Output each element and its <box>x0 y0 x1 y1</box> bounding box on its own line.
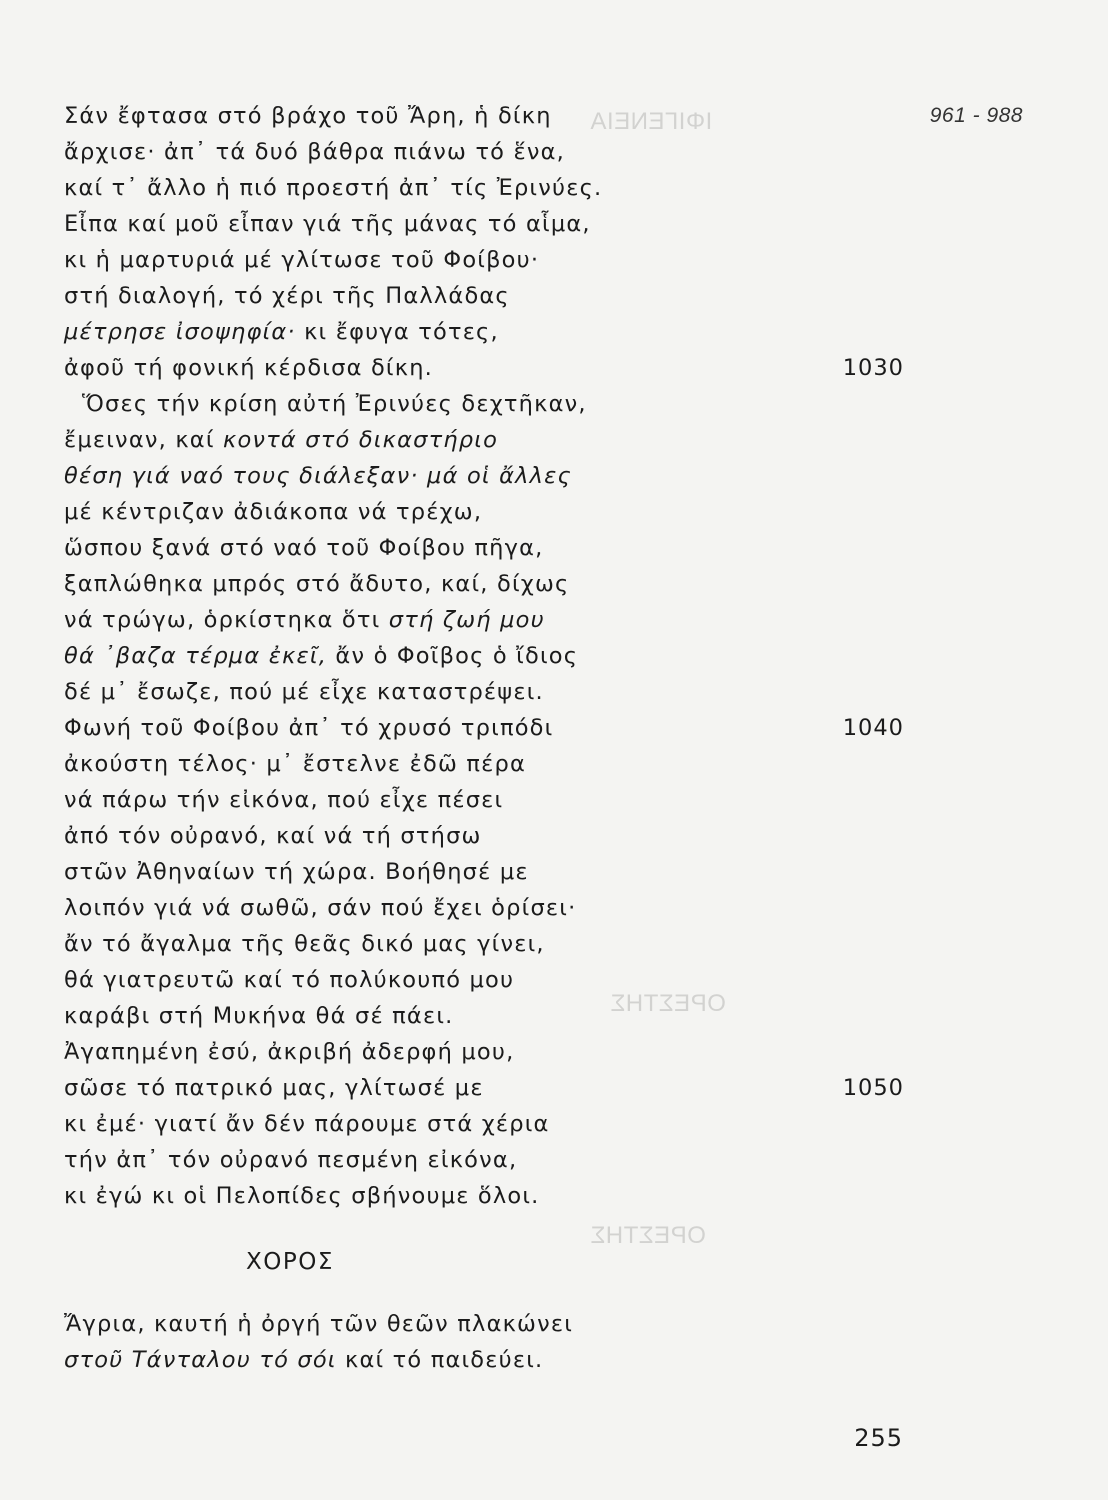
verse-line <box>64 422 904 458</box>
stanza-gap <box>64 1214 904 1244</box>
page-number: 255 <box>854 1424 903 1452</box>
verse-line <box>64 494 904 530</box>
verse-line <box>64 170 904 206</box>
verse-line <box>64 386 904 422</box>
verse-text-segment: Φωνή τοῦ Φοίβου ἀπ᾿ τό χρυσό τριπόδι <box>64 715 554 741</box>
verse-line <box>64 854 904 890</box>
verse-line <box>64 1106 904 1142</box>
verse-text-segment: στῶν Ἀθηναίων τή χώρα. Βοήθησέ με <box>64 859 529 885</box>
verse-line <box>64 530 904 566</box>
verse-text-segment: ἀπό τόν οὐρανό, καί νά τή στήσω <box>64 823 482 849</box>
verse-line <box>64 1142 904 1178</box>
bleed-through-texture: ΙΦΙΓΕΝΕΙΑ ΟΡΕΣΤΗΣ ΟΡΕΣΤΗΣ <box>590 108 726 1249</box>
verse-line <box>64 1306 904 1342</box>
verse-text-segment: δέ μ᾿ ἔσωζε, πού μέ εἶχε καταστρέψει. <box>64 679 544 705</box>
italic-text: θά ᾽βαζα τέρμα ἐκεῖ, <box>64 643 328 669</box>
verse-text-segment: ἄν τό ἄγαλμα τῆς θεᾶς δικό μας γίνει, <box>64 931 545 957</box>
verse-line <box>64 566 904 602</box>
verse-text-segment: ἄν ὁ Φοῖβος ὁ ἴδιος <box>327 643 579 669</box>
verse-line <box>64 134 904 170</box>
italic-text: θέση γιά ναό τους διάλεξαν· μά οἱ ἄλλες <box>64 463 572 489</box>
verse-text-segment: καράβι στή Μυκήνα θά σέ πάει. <box>64 1003 454 1029</box>
verse-line <box>64 926 904 962</box>
verse-line <box>64 278 904 314</box>
verse-line <box>64 458 904 494</box>
verse-line <box>64 746 904 782</box>
verse-text-segment: ἔμειναν, καί <box>64 427 223 453</box>
line-range-marker: 961 - 988 <box>929 104 1023 127</box>
verse-text-segment: Σάν ἔφτασα στό βράχο τοῦ Ἄρη, ἡ δίκη <box>64 103 552 129</box>
verse-text <box>64 98 904 1378</box>
verse-text-segment: ἀφοῦ τή φονική κέρδισα δίκη. <box>64 355 434 381</box>
verse-text-segment: κι ἐγώ κι οἱ Πελοπίδες σβήνουμε ὅλοι. <box>64 1183 540 1209</box>
line-number: 1050 <box>842 1075 904 1101</box>
verse-line <box>64 818 904 854</box>
verse-line <box>64 962 904 998</box>
verse-text-segment: Ἄγρια, καυτή ἡ ὀργή τῶν θεῶν πλακώνει <box>64 1311 574 1337</box>
verse-block-chorus <box>64 1306 904 1378</box>
verse-text-segment: καί τό παιδεύει. <box>336 1347 544 1373</box>
verse-line <box>64 1178 904 1214</box>
verse-line <box>64 674 904 710</box>
verse-line <box>64 710 904 746</box>
verse-line <box>64 782 904 818</box>
verse-text-segment: τήν ἀπ᾿ τόν οὐρανό πεσμένη εἰκόνα, <box>64 1147 518 1173</box>
verse-line <box>64 206 904 242</box>
line-number: 1040 <box>842 715 904 741</box>
speaker-heading: ΧΟΡΟΣ <box>246 1249 334 1275</box>
verse-text-segment: σῶσε τό πατρικό μας, γλίτωσέ με <box>64 1075 484 1101</box>
verse-text-segment: καί τ᾿ ἄλλο ἡ πιό προεστή ἀπ᾿ τίς Ἐρινύες. <box>64 175 603 201</box>
italic-text: στοῦ Τάνταλου τό σόι <box>64 1347 337 1373</box>
verse-text-segment: λοιπόν γιά νά σωθῶ, σάν πού ἔχει ὁρίσει· <box>64 895 577 921</box>
verse-text-segment: κι ἔφυγα τότες, <box>295 319 499 345</box>
verse-text-segment: νά πάρω τήν εἰκόνα, πού εἶχε πέσει <box>64 787 504 813</box>
verse-text-segment: στή διαλογή, τό χέρι τῆς Παλλάδας <box>64 283 510 309</box>
verse-text-segment: Ἀγαπημένη ἐσύ, ἀκριβή ἀδερφή μου, <box>64 1039 515 1065</box>
verse-line <box>64 638 904 674</box>
verse-text-segment: κι ἡ μαρτυριά μέ γλίτωσε τοῦ Φοίβου· <box>64 247 540 273</box>
verse-text-segment: ἄρχισε· ἀπ᾿ τά δυό βάθρα πιάνω τό ἕνα, <box>64 139 566 165</box>
verse-line <box>64 350 904 386</box>
italic-text: κοντά στό δικαστήριο <box>222 427 499 453</box>
verse-line <box>64 1070 904 1106</box>
verse-text-segment: ξαπλώθηκα μπρός στό ἄδυτο, καί, δίχως <box>64 571 570 597</box>
verse-text-segment: θά γιατρευτῶ καί τό πολύκουπό μου <box>64 967 515 993</box>
italic-text: μέτρησε ἰσοψηφία· <box>64 319 296 345</box>
verse-line <box>64 1034 904 1070</box>
line-number: 1030 <box>842 355 904 381</box>
verse-text-segment: μέ κέντριζαν ἀδιάκοπα νά τρέχω, <box>64 499 483 525</box>
verse-text-segment: Ὅσες τήν κρίση αὐτή Ἐρινύες δεχτῆκαν, <box>82 391 587 417</box>
verse-block-speech <box>64 98 904 1214</box>
verse-line <box>64 314 904 350</box>
verse-text-segment: Εἶπα καί μοῦ εἶπαν γιά τῆς μάνας τό αἷμα, <box>64 211 591 237</box>
verse-text-segment: ὥσπου ξανά στό ναό τοῦ Φοίβου πῆγα, <box>64 535 544 561</box>
verse-text-segment: κι ἐμέ· γιατί ἄν δέν πάρουμε στά χέρια <box>64 1111 550 1137</box>
verse-line <box>64 890 904 926</box>
verse-line <box>64 1342 904 1378</box>
verse-line <box>64 242 904 278</box>
verse-text-segment: ἀκούστη τέλος· μ᾿ ἔστελνε ἐδῶ πέρα <box>64 751 526 777</box>
verse-line <box>64 602 904 638</box>
verse-text-segment: νά τρώγω, ὁρκίστηκα ὅτι <box>64 607 389 633</box>
verse-line <box>64 98 904 134</box>
verse-line <box>64 998 904 1034</box>
stanza-gap <box>64 1280 904 1306</box>
italic-text: στή ζωή μου <box>388 607 545 633</box>
